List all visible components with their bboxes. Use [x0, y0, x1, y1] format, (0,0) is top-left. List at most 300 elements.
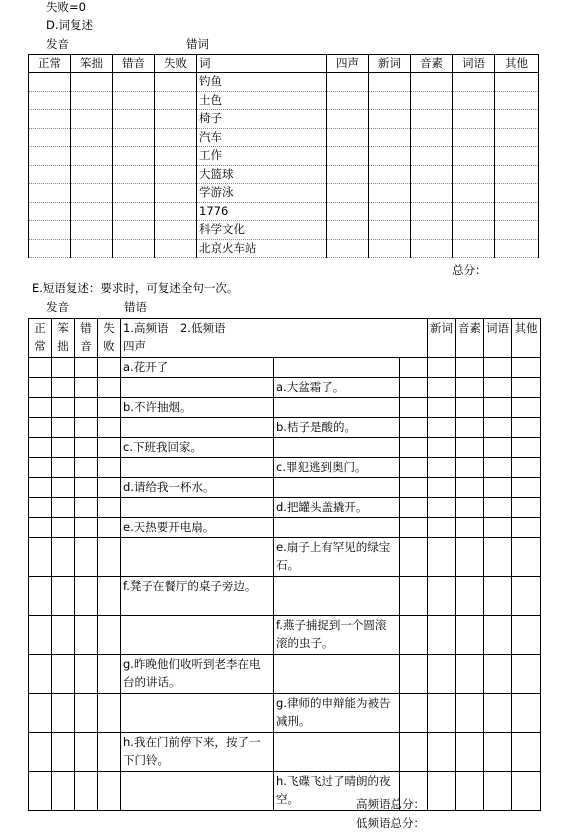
score-cell[interactable]	[29, 221, 71, 240]
score-cell[interactable]	[327, 221, 369, 240]
low-frequency-phrase-cell	[274, 358, 400, 378]
high-frequency-phrase-cell: f.凳子在餐厅的桌子旁边。	[121, 577, 274, 616]
score-cell[interactable]	[495, 221, 539, 240]
score-cell[interactable]	[52, 518, 75, 538]
fail-score-line: 失败=0	[46, 0, 86, 14]
score-cell[interactable]	[369, 221, 411, 240]
high-frequency-phrase-cell: e.天热要开电扇。	[121, 518, 274, 538]
score-cell[interactable]	[75, 518, 98, 538]
score-cell[interactable]	[75, 498, 98, 518]
score-cell[interactable]	[428, 694, 456, 733]
score-cell[interactable]	[428, 458, 456, 478]
score-cell[interactable]	[29, 478, 52, 498]
score-cell[interactable]	[29, 202, 71, 221]
score-cell[interactable]	[456, 577, 484, 616]
score-cell[interactable]	[369, 184, 411, 203]
word-cell: 工作	[197, 147, 327, 166]
score-cell[interactable]	[29, 398, 52, 418]
score-cell[interactable]	[456, 438, 484, 458]
score-cell[interactable]	[411, 184, 453, 203]
word-repetition-table	[28, 54, 539, 258]
score-cell[interactable]	[98, 478, 121, 498]
word-header-cell: 失败	[155, 55, 197, 73]
score-cell[interactable]	[484, 538, 512, 577]
word-row	[29, 128, 539, 147]
low-frequency-phrase-cell	[274, 518, 400, 538]
high-frequency-phrase-cell: d.请给我一杯水。	[121, 478, 274, 498]
score-cell[interactable]	[98, 733, 121, 772]
score-cell[interactable]	[29, 577, 52, 616]
score-cell[interactable]	[98, 518, 121, 538]
word-row	[29, 239, 539, 258]
score-cell[interactable]	[29, 772, 52, 811]
score-cell[interactable]	[71, 147, 113, 166]
word-header-cell: 笨拙	[71, 55, 113, 73]
score-cell[interactable]	[52, 418, 75, 438]
score-cell[interactable]	[453, 110, 495, 129]
score-cell[interactable]	[484, 616, 512, 655]
score-cell[interactable]	[484, 478, 512, 498]
score-cell[interactable]	[327, 202, 369, 221]
score-cell[interactable]	[155, 165, 197, 184]
score-cell[interactable]	[98, 398, 121, 418]
score-cell[interactable]	[52, 616, 75, 655]
score-cell[interactable]	[327, 239, 369, 258]
score-cell[interactable]	[456, 733, 484, 772]
word-header-cell: 错音	[113, 55, 155, 73]
score-cell[interactable]	[456, 655, 484, 694]
score-cell[interactable]	[512, 438, 541, 458]
score-cell[interactable]	[71, 91, 113, 110]
word-cell: 大篮球	[197, 165, 327, 184]
score-cell[interactable]	[400, 538, 428, 577]
score-cell[interactable]	[155, 147, 197, 166]
score-cell[interactable]	[428, 378, 456, 398]
score-cell[interactable]	[428, 438, 456, 458]
score-cell[interactable]	[71, 110, 113, 129]
score-cell[interactable]	[98, 438, 121, 458]
score-cell[interactable]	[400, 458, 428, 478]
score-cell[interactable]	[456, 418, 484, 438]
score-cell[interactable]	[52, 577, 75, 616]
score-cell[interactable]	[512, 458, 541, 478]
score-cell[interactable]	[29, 733, 52, 772]
score-cell[interactable]	[75, 398, 98, 418]
score-cell[interactable]	[495, 239, 539, 258]
score-cell[interactable]	[512, 733, 541, 772]
score-cell[interactable]	[98, 655, 121, 694]
score-cell[interactable]	[113, 73, 155, 92]
score-cell[interactable]	[52, 772, 75, 811]
score-cell[interactable]	[453, 202, 495, 221]
score-cell[interactable]	[155, 128, 197, 147]
score-cell[interactable]	[428, 478, 456, 498]
score-cell[interactable]	[484, 694, 512, 733]
score-cell[interactable]	[29, 147, 71, 166]
score-cell[interactable]	[512, 694, 541, 733]
score-cell[interactable]	[411, 73, 453, 92]
score-cell[interactable]	[29, 358, 52, 378]
word-header-cell: 其他	[495, 55, 539, 73]
score-cell[interactable]	[52, 733, 75, 772]
score-cell[interactable]	[98, 772, 121, 811]
header-wrong-sound: 错音	[75, 319, 98, 358]
score-cell[interactable]	[400, 398, 428, 418]
score-cell[interactable]	[75, 694, 98, 733]
score-cell[interactable]	[484, 458, 512, 478]
score-cell[interactable]	[369, 165, 411, 184]
score-cell[interactable]	[411, 239, 453, 258]
word-row	[29, 221, 539, 240]
low-frequency-phrase-cell: c.罪犯逃到奥门。	[274, 458, 400, 478]
score-cell[interactable]	[327, 147, 369, 166]
score-cell[interactable]	[512, 478, 541, 498]
phrase-row	[29, 498, 541, 518]
score-cell[interactable]	[75, 418, 98, 438]
score-cell[interactable]	[327, 128, 369, 147]
score-cell[interactable]	[155, 239, 197, 258]
score-cell[interactable]	[400, 616, 428, 655]
score-cell[interactable]	[512, 772, 541, 811]
header-normal: 正常	[29, 319, 52, 358]
score-cell[interactable]	[428, 538, 456, 577]
phrase-row	[29, 733, 541, 772]
score-cell[interactable]	[453, 184, 495, 203]
section-e-pronunciation-label: 发音	[46, 300, 69, 314]
score-cell[interactable]	[411, 128, 453, 147]
score-cell[interactable]	[428, 358, 456, 378]
score-cell[interactable]	[75, 458, 98, 478]
score-cell[interactable]	[327, 165, 369, 184]
score-cell[interactable]	[400, 577, 428, 616]
phrase-row	[29, 438, 541, 458]
score-cell[interactable]	[29, 418, 52, 438]
phrase-row	[29, 358, 541, 378]
score-cell[interactable]	[428, 733, 456, 772]
score-cell[interactable]	[98, 418, 121, 438]
score-cell[interactable]	[512, 358, 541, 378]
score-cell[interactable]	[98, 538, 121, 577]
score-cell[interactable]	[484, 378, 512, 398]
score-cell[interactable]	[52, 478, 75, 498]
high-frequency-phrase-cell	[121, 418, 274, 438]
header-frequency: 1.高频语 2.低频语	[123, 321, 226, 335]
score-cell[interactable]	[71, 184, 113, 203]
score-cell[interactable]	[484, 438, 512, 458]
word-header-cell: 新词	[369, 55, 411, 73]
score-cell[interactable]	[29, 498, 52, 518]
score-cell[interactable]	[75, 358, 98, 378]
score-cell[interactable]	[512, 655, 541, 694]
word-cell: 椅子	[197, 110, 327, 129]
score-cell[interactable]	[75, 733, 98, 772]
score-cell[interactable]	[484, 358, 512, 378]
score-cell[interactable]	[29, 458, 52, 478]
score-cell[interactable]	[456, 772, 484, 811]
high-frequency-phrase-cell	[121, 498, 274, 518]
header-phoneme: 音素	[456, 319, 484, 358]
phrase-row	[29, 538, 541, 577]
score-cell[interactable]	[400, 655, 428, 694]
low-frequency-phrase-cell	[274, 733, 400, 772]
score-cell[interactable]	[75, 616, 98, 655]
score-cell[interactable]	[29, 694, 52, 733]
score-cell[interactable]	[495, 165, 539, 184]
score-cell[interactable]	[71, 73, 113, 92]
score-cell[interactable]	[52, 498, 75, 518]
score-cell[interactable]	[400, 498, 428, 518]
score-cell[interactable]	[512, 378, 541, 398]
score-cell[interactable]	[453, 73, 495, 92]
score-cell[interactable]	[456, 398, 484, 418]
score-cell[interactable]	[400, 418, 428, 438]
score-cell[interactable]	[155, 73, 197, 92]
phrase-row	[29, 418, 541, 438]
score-cell[interactable]	[453, 147, 495, 166]
score-cell[interactable]	[155, 202, 197, 221]
score-cell[interactable]	[369, 239, 411, 258]
score-cell[interactable]	[512, 538, 541, 577]
score-cell[interactable]	[52, 378, 75, 398]
score-cell[interactable]	[98, 378, 121, 398]
score-cell[interactable]	[411, 221, 453, 240]
score-cell[interactable]	[453, 128, 495, 147]
score-cell[interactable]	[428, 418, 456, 438]
score-cell[interactable]	[484, 772, 512, 811]
score-cell[interactable]	[71, 239, 113, 258]
score-cell[interactable]	[484, 498, 512, 518]
score-cell[interactable]	[512, 418, 541, 438]
score-cell[interactable]	[29, 110, 71, 129]
score-cell[interactable]	[155, 184, 197, 203]
header-other: 其他	[512, 319, 541, 358]
score-cell[interactable]	[484, 655, 512, 694]
score-cell[interactable]	[369, 73, 411, 92]
score-cell[interactable]	[113, 147, 155, 166]
score-cell[interactable]	[75, 478, 98, 498]
score-cell[interactable]	[29, 655, 52, 694]
score-cell[interactable]	[400, 733, 428, 772]
score-cell[interactable]	[29, 378, 52, 398]
score-cell[interactable]	[98, 616, 121, 655]
score-cell[interactable]	[327, 91, 369, 110]
score-cell[interactable]	[400, 478, 428, 498]
score-cell[interactable]	[495, 128, 539, 147]
word-table-header	[29, 55, 539, 73]
score-cell[interactable]	[75, 538, 98, 577]
score-cell[interactable]	[495, 202, 539, 221]
score-cell[interactable]	[327, 73, 369, 92]
word-cell: 钓鱼	[197, 73, 327, 92]
score-cell[interactable]	[155, 221, 197, 240]
score-cell[interactable]	[98, 694, 121, 733]
score-cell[interactable]	[512, 577, 541, 616]
score-cell[interactable]	[75, 577, 98, 616]
score-cell[interactable]	[98, 577, 121, 616]
score-cell[interactable]	[484, 733, 512, 772]
word-row	[29, 184, 539, 203]
score-cell[interactable]	[29, 438, 52, 458]
score-cell[interactable]	[29, 538, 52, 577]
score-cell[interactable]	[411, 91, 453, 110]
score-cell[interactable]	[98, 358, 121, 378]
score-cell[interactable]	[456, 498, 484, 518]
score-cell[interactable]	[369, 128, 411, 147]
section-d-pronunciation-label: 发音	[46, 37, 69, 51]
score-cell[interactable]	[113, 128, 155, 147]
score-cell[interactable]	[75, 772, 98, 811]
score-cell[interactable]	[369, 202, 411, 221]
word-cell: 北京火车站	[197, 239, 327, 258]
phrase-row	[29, 378, 541, 398]
high-frequency-phrase-cell: a.花开了	[121, 358, 274, 378]
score-cell[interactable]	[512, 616, 541, 655]
score-cell[interactable]	[113, 202, 155, 221]
header-tone: 四声	[123, 339, 146, 353]
score-cell[interactable]	[155, 110, 197, 129]
score-cell[interactable]	[495, 184, 539, 203]
word-header-cell: 正常	[29, 55, 71, 73]
score-cell[interactable]	[484, 577, 512, 616]
score-cell[interactable]	[495, 110, 539, 129]
score-cell[interactable]	[29, 91, 71, 110]
score-cell[interactable]	[113, 239, 155, 258]
score-cell[interactable]	[71, 165, 113, 184]
word-header-cell: 四声	[327, 55, 369, 73]
score-cell[interactable]	[52, 358, 75, 378]
high-frequency-phrase-cell	[121, 616, 274, 655]
score-cell[interactable]	[52, 438, 75, 458]
score-cell[interactable]	[428, 518, 456, 538]
score-cell[interactable]	[428, 498, 456, 518]
score-cell[interactable]	[512, 398, 541, 418]
phrase-row	[29, 518, 541, 538]
score-cell[interactable]	[71, 202, 113, 221]
word-cell: 土色	[197, 91, 327, 110]
score-cell[interactable]	[428, 655, 456, 694]
word-header-cell: 词语	[453, 55, 495, 73]
low-frequency-phrase-cell: d.把罐头盖撬开。	[274, 498, 400, 518]
score-cell[interactable]	[113, 110, 155, 129]
score-cell[interactable]	[113, 91, 155, 110]
score-cell[interactable]	[71, 128, 113, 147]
score-cell[interactable]	[29, 184, 71, 203]
score-cell[interactable]	[29, 518, 52, 538]
word-row	[29, 147, 539, 166]
score-cell[interactable]	[453, 239, 495, 258]
word-cell: 汽车	[197, 128, 327, 147]
score-cell[interactable]	[411, 165, 453, 184]
score-cell[interactable]	[484, 398, 512, 418]
score-cell[interactable]	[400, 438, 428, 458]
header-clumsy: 笨拙	[52, 319, 75, 358]
score-cell[interactable]	[456, 358, 484, 378]
score-cell[interactable]	[456, 694, 484, 733]
score-cell[interactable]	[327, 184, 369, 203]
score-cell[interactable]	[428, 616, 456, 655]
score-cell[interactable]	[400, 358, 428, 378]
score-cell[interactable]	[428, 772, 456, 811]
score-cell[interactable]	[369, 91, 411, 110]
score-cell[interactable]	[29, 616, 52, 655]
score-cell[interactable]	[453, 221, 495, 240]
score-cell[interactable]	[29, 165, 71, 184]
score-cell[interactable]	[75, 378, 98, 398]
score-cell[interactable]	[71, 221, 113, 240]
score-cell[interactable]	[113, 184, 155, 203]
score-cell[interactable]	[453, 91, 495, 110]
score-cell[interactable]	[29, 128, 71, 147]
word-row	[29, 165, 539, 184]
score-cell[interactable]	[75, 438, 98, 458]
score-cell[interactable]	[52, 538, 75, 577]
score-cell[interactable]	[113, 165, 155, 184]
score-cell[interactable]	[411, 110, 453, 129]
score-cell[interactable]	[428, 398, 456, 418]
high-frequency-total-label: 高频语总分：	[356, 797, 425, 811]
score-cell[interactable]	[327, 110, 369, 129]
score-cell[interactable]	[512, 498, 541, 518]
score-cell[interactable]	[400, 694, 428, 733]
score-cell[interactable]	[484, 518, 512, 538]
score-cell[interactable]	[75, 655, 98, 694]
section-d-title: D.词复述	[46, 18, 94, 32]
score-cell[interactable]	[98, 458, 121, 478]
section-e-error-label: 错语	[124, 300, 147, 314]
score-cell[interactable]	[155, 91, 197, 110]
score-cell[interactable]	[456, 478, 484, 498]
score-cell[interactable]	[484, 418, 512, 438]
high-frequency-phrase-cell	[121, 458, 274, 478]
score-cell[interactable]	[369, 110, 411, 129]
score-cell[interactable]	[52, 458, 75, 478]
score-cell[interactable]	[400, 518, 428, 538]
score-cell[interactable]	[456, 458, 484, 478]
high-frequency-phrase-cell: b.不许抽烟。	[121, 398, 274, 418]
score-cell[interactable]	[369, 147, 411, 166]
score-cell[interactable]	[453, 165, 495, 184]
high-frequency-phrase-cell: g.昨晚他们收听到老李在电台的讲话。	[121, 655, 274, 694]
score-cell[interactable]	[52, 398, 75, 418]
score-cell[interactable]	[400, 378, 428, 398]
score-cell[interactable]	[495, 73, 539, 92]
low-frequency-phrase-cell: g.律师的申辩能为被告减刑。	[274, 694, 400, 733]
score-cell[interactable]	[456, 378, 484, 398]
score-cell[interactable]	[428, 577, 456, 616]
score-cell[interactable]	[411, 147, 453, 166]
score-cell[interactable]	[456, 616, 484, 655]
low-frequency-phrase-cell	[274, 478, 400, 498]
score-cell[interactable]	[29, 73, 71, 92]
score-cell[interactable]	[456, 538, 484, 577]
score-cell[interactable]	[52, 694, 75, 733]
phrase-row	[29, 655, 541, 694]
header-phrase	[121, 319, 428, 358]
low-frequency-phrase-cell: e.扇子上有罕见的绿宝石。	[274, 538, 400, 577]
word-row	[29, 202, 539, 221]
score-cell[interactable]	[98, 498, 121, 518]
score-cell[interactable]	[495, 147, 539, 166]
score-cell[interactable]	[411, 202, 453, 221]
score-cell[interactable]	[456, 518, 484, 538]
phrase-row	[29, 398, 541, 418]
score-cell[interactable]	[52, 655, 75, 694]
score-cell[interactable]	[29, 239, 71, 258]
section-e-title: E.短语复述：要求时，可复述全句一次。	[32, 281, 239, 295]
score-cell[interactable]	[512, 518, 541, 538]
score-cell[interactable]	[113, 221, 155, 240]
score-cell[interactable]	[495, 91, 539, 110]
